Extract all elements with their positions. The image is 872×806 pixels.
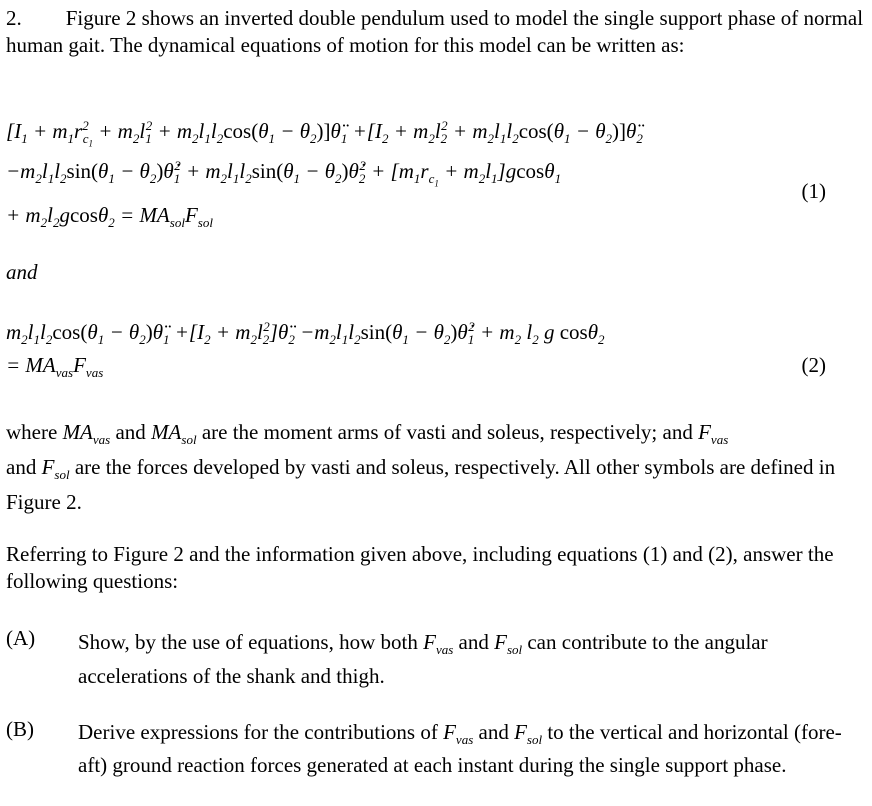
equation-2-line-2: = $MA_{vas}F_{vas}$: [6, 353, 104, 381]
and-connector: and: [6, 260, 38, 284]
part-a-label: (A): [6, 626, 36, 650]
equation-2-line-1: $m_2l_1l_2\cos(\theta_1$ − $\theta_2)\thetä_1 +[I_2$ + $m_2l_2^2]\thetä_2 -m_2l_1l_2\sin(\theta_1$ − $\theta_2)\thetȧ_1^2 + m_2$ $l_2$ g cosθ$_2$: [6, 319, 605, 348]
equation-1-line-1: [$I_1 + m_1r^2_{c_1} + m_2l_1^2 + m_2l_1l_2\cos(\theta_1$ − $\theta_2)]\thetä_1 +[I_2 + m_2l_2^2 + m_2l_1l_2\cos(\theta_1$ − $\theta_2)]\thetä_2$: [6, 118, 643, 149]
part-b-text: Derive expressions for the contributions of $F_{vas}$ and $F_{sol}$ to the vertical and horizontal (fore-aft) ground reaction forces generated at each instant during the single support phase.: [78, 720, 842, 777]
equation-2-number: (2): [801, 353, 826, 377]
definitions-paragraph: where $MA_{vas}$ and $MA_{sol}$ are the moment arms of vasti and soleus, respectively; and $F_{vas}$ and $F_{sol}$ are the forces developed by vasti and soleus, respectively. All other symbols are defined in Figure 2.: [6, 420, 836, 514]
equation-1-number: (1): [801, 179, 826, 203]
question-intro: [6, 5, 866, 59]
intro-text: Figure 2 shows an inverted double pendulum used to model the single support phase of normal human gait. The dynamical equations of motion for this model can be written as:: [6, 6, 864, 57]
part-b-label: (B): [6, 717, 34, 741]
equation-1-line-3: + $m_2l_2gcos\theta_2 = MA_{sol}F_{sol}$: [6, 203, 213, 231]
part-a-text: Show, by the use of equations, how both $F_{vas}$ and $F_{sol}$ can contribute to the angular accelerations of the shank and thigh.: [78, 630, 768, 688]
equation-1-line-2: $-m_2l_1l_2\sin(\theta_1$ − $\theta_2)\thetȧ_1^2 + m_2l_1l_2\sin(\theta_1$ − $\theta_2)\thetȧ_2^2 + [m_1r_{c_1} + m_2l_1]gcos\theta_1$: [6, 158, 562, 189]
instructions-paragraph: Referring to Figure 2 and the information given above, including equations (1) and (2), answer the following questions:: [6, 542, 834, 593]
question-number: 2.: [6, 6, 22, 30]
